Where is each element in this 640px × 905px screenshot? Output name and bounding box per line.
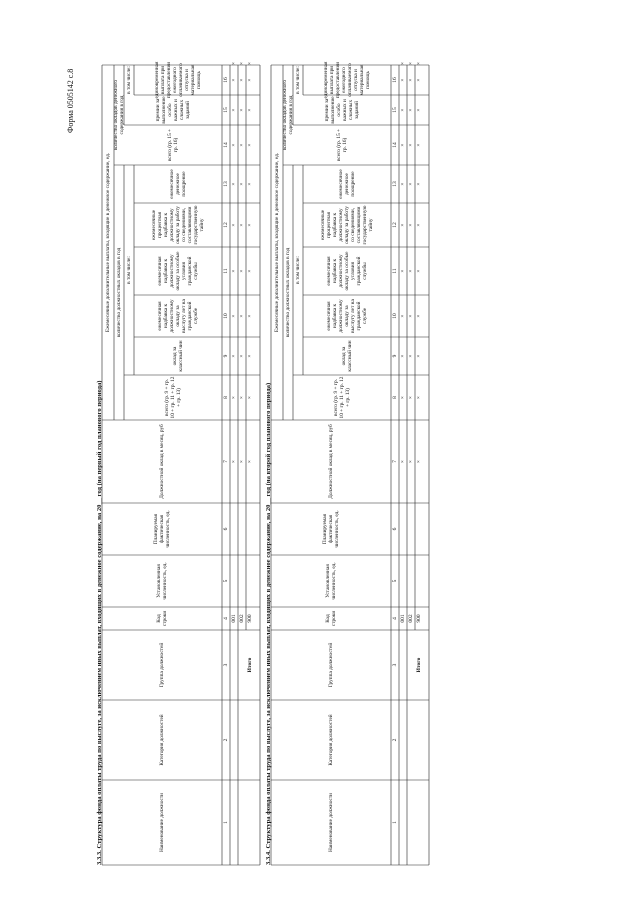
header-salary: Должностной оклад в месяц, руб xyxy=(327,424,334,499)
header-col9: оклад за классный чин xyxy=(340,340,353,372)
not-applicable-mark: × xyxy=(408,108,414,112)
total-label: Итого xyxy=(416,657,422,673)
not-applicable-mark: × xyxy=(239,182,245,186)
not-applicable-mark: × xyxy=(247,108,253,112)
header-col13: ежемесячное денежное поощрение xyxy=(337,169,357,199)
header-in-that-number-2: в том числе: xyxy=(294,66,301,94)
not-applicable-mark: × xyxy=(416,354,422,358)
header-group-main: Ежемесячные дополнительные выплаты, входящие в денежное содержание, ед. xyxy=(273,152,280,333)
column-number: 11 xyxy=(223,268,229,274)
column-number: 5 xyxy=(223,579,229,583)
header-in-that-number-1: в том числе: xyxy=(125,256,132,284)
not-applicable-mark: × xyxy=(247,182,253,186)
header-in-that-number-2: в том числе: xyxy=(125,66,132,94)
header-col8-total: всего (гр. 9 + гр. 10 + гр. 11 + гр. 12 + гр. 13) xyxy=(163,376,183,419)
not-applicable-mark: × xyxy=(408,61,414,65)
row-code: 900 xyxy=(416,614,422,623)
column-number: 2 xyxy=(392,738,398,742)
not-applicable-mark: × xyxy=(239,269,245,273)
column-number: 1 xyxy=(392,821,398,824)
column-number: 11 xyxy=(392,268,398,274)
not-applicable-mark: × xyxy=(408,395,414,400)
header-col14-total: всего (гр. 15 + гр. 16) xyxy=(335,128,348,162)
not-applicable-mark: × xyxy=(400,61,406,65)
column-number: 8 xyxy=(392,396,398,399)
not-applicable-mark: × xyxy=(231,182,237,186)
header-col12: ежемесячные процентная надбавка к должностному окладу за работу со сведениями, составляющими государственную тайну xyxy=(319,205,375,245)
not-applicable-mark: × xyxy=(416,182,422,186)
header-established-count: Установленная численность, ед. xyxy=(155,562,168,600)
column-number: 15 xyxy=(223,107,229,113)
not-applicable-mark: × xyxy=(247,78,253,82)
header-group-main: Ежемесячные дополнительные выплаты, входящие в денежное содержание, ед. xyxy=(104,152,111,333)
not-applicable-mark: × xyxy=(400,182,406,186)
header-col8-total: всего (гр. 9 + гр. 10 + гр. 11 + гр. 12 + гр. 13) xyxy=(332,376,352,419)
header-planned-count: Планируемая фактическая численность, ед. xyxy=(152,510,172,548)
column-number: 7 xyxy=(223,460,229,463)
not-applicable-mark: × xyxy=(400,143,406,147)
not-applicable-mark: × xyxy=(247,269,253,273)
not-applicable-mark: × xyxy=(416,143,422,147)
header-group-sub2: количество окладов денежного содержания в год xyxy=(281,79,294,151)
header-position-name: Наименование должности xyxy=(327,792,334,853)
not-applicable-mark: × xyxy=(408,459,414,464)
header-col16: единовременная выплата при предоставлении ежегодного оплачиваемого отпуска и материальная помощь xyxy=(153,61,203,99)
not-applicable-mark: × xyxy=(416,459,422,464)
column-number: 3 xyxy=(223,663,229,667)
header-in-that-number-1: в том числе: xyxy=(294,256,301,284)
column-number: 9 xyxy=(223,354,229,358)
not-applicable-mark: × xyxy=(239,314,245,318)
row-code: 002 xyxy=(239,614,245,623)
not-applicable-mark: × xyxy=(408,78,414,82)
header-group-sub1: количество должностных окладов в год xyxy=(284,247,291,338)
header-col12: ежемесячные процентная надбавка к должностному окладу за работу со сведениями, составляющими государственную тайну xyxy=(150,205,206,245)
column-number: 1 xyxy=(223,821,229,824)
header-row-code: Код строки xyxy=(324,610,337,627)
header-group-sub2: количество окладов денежного содержания в год xyxy=(112,79,125,151)
header-col13: ежемесячное денежное поощрение xyxy=(168,169,188,199)
column-number: 3 xyxy=(392,663,398,667)
not-applicable-mark: × xyxy=(416,61,422,65)
header-position-category: Категория должностей xyxy=(327,714,334,766)
table-2-title: 3.3.4. Структура фонда оплаты труда по выслуге, за исключением иных выплат, входящих в денежное содержание, на 20__ год (на второй год планового периода) xyxy=(265,382,272,865)
header-col16: единовременная выплата при предоставлении ежегодного оплачиваемого отпуска и материальная помощь xyxy=(322,61,372,99)
header-row-code: Код строки xyxy=(155,610,168,627)
column-number: 13 xyxy=(223,181,229,187)
not-applicable-mark: × xyxy=(231,223,237,227)
not-applicable-mark: × xyxy=(408,314,414,318)
not-applicable-mark: × xyxy=(416,78,422,82)
not-applicable-mark: × xyxy=(239,143,245,147)
column-number: 10 xyxy=(392,313,398,319)
header-col10: ежемесячная надбавка к должностному окладу за выслугу лет на гражданской службе xyxy=(325,299,369,333)
not-applicable-mark: × xyxy=(408,223,414,227)
not-applicable-mark: × xyxy=(400,78,406,82)
not-applicable-mark: × xyxy=(239,108,245,112)
column-number: 6 xyxy=(223,527,229,531)
not-applicable-mark: × xyxy=(408,354,414,358)
total-label: Итого xyxy=(247,657,253,673)
not-applicable-mark: × xyxy=(239,459,245,464)
column-number: 12 xyxy=(223,222,229,228)
column-number: 6 xyxy=(392,527,398,531)
column-number: 8 xyxy=(223,396,229,399)
not-applicable-mark: × xyxy=(231,269,237,273)
row-code: 900 xyxy=(247,614,253,623)
header-planned-count: Планируемая фактическая численность, ед. xyxy=(321,510,341,548)
header-col14-total: всего (гр. 15 + гр. 16) xyxy=(166,128,179,162)
not-applicable-mark: × xyxy=(247,223,253,227)
column-number: 12 xyxy=(392,222,398,228)
header-col10: ежемесячная надбавка к должностному окладу за выслугу лет на гражданской службе xyxy=(156,299,200,333)
not-applicable-mark: × xyxy=(408,269,414,273)
not-applicable-mark: × xyxy=(408,182,414,186)
not-applicable-mark: × xyxy=(239,61,245,65)
not-applicable-mark: × xyxy=(247,61,253,65)
column-number: 14 xyxy=(392,142,398,148)
not-applicable-mark: × xyxy=(400,269,406,273)
not-applicable-mark: × xyxy=(247,354,253,358)
not-applicable-mark: × xyxy=(400,223,406,227)
not-applicable-mark: × xyxy=(231,143,237,147)
not-applicable-mark: × xyxy=(416,395,422,400)
not-applicable-mark: × xyxy=(416,223,422,227)
not-applicable-mark: × xyxy=(400,459,406,464)
column-number: 5 xyxy=(392,579,398,583)
not-applicable-mark: × xyxy=(416,314,422,318)
column-number: 9 xyxy=(392,354,398,358)
not-applicable-mark: × xyxy=(400,395,406,400)
header-position-group: Группа должностей xyxy=(327,642,334,688)
not-applicable-mark: × xyxy=(416,108,422,112)
column-number: 4 xyxy=(223,617,229,620)
not-applicable-mark: × xyxy=(416,269,422,273)
header-position-group: Группа должностей xyxy=(158,642,165,688)
header-position-category: Категория должностей xyxy=(158,714,165,766)
column-number: 14 xyxy=(223,142,229,148)
not-applicable-mark: × xyxy=(247,143,253,147)
not-applicable-mark: × xyxy=(239,395,245,400)
not-applicable-mark: × xyxy=(231,61,237,65)
not-applicable-mark: × xyxy=(400,314,406,318)
table-1-title: 3.3.3. Структура фонда оплаты труда по выслуге, за исключением иных выплат, входящих в денежное содержание, на 20__ год (на первый год планового периода) xyxy=(96,380,103,865)
header-position-name: Наименование должности xyxy=(158,792,165,853)
header-salary: Должностной оклад в месяц, руб xyxy=(158,424,165,499)
not-applicable-mark: × xyxy=(231,108,237,112)
header-col15: премии за выполнение особо важных и сложных заданий xyxy=(323,96,361,124)
not-applicable-mark: × xyxy=(231,395,237,400)
column-number: 16 xyxy=(223,77,229,83)
not-applicable-mark: × xyxy=(247,314,253,318)
form-code: Форма 0505142 с.8 xyxy=(66,68,75,133)
not-applicable-mark: × xyxy=(231,354,237,358)
row-code: 001 xyxy=(400,614,406,623)
column-number: 4 xyxy=(392,617,398,620)
column-number: 10 xyxy=(223,313,229,319)
column-number: 2 xyxy=(223,738,229,742)
header-col11: ежемесячная надбавка к должностному окладу за особые условия гражданской службы xyxy=(325,251,369,291)
row-code: 002 xyxy=(408,614,414,623)
not-applicable-mark: × xyxy=(408,143,414,147)
column-number: 15 xyxy=(392,107,398,113)
column-number: 7 xyxy=(392,460,398,463)
header-col11: ежемесячная надбавка к должностному окладу за особые условия гражданской службы xyxy=(156,251,200,291)
column-number: 16 xyxy=(392,77,398,83)
not-applicable-mark: × xyxy=(231,459,237,464)
not-applicable-mark: × xyxy=(231,78,237,82)
not-applicable-mark: × xyxy=(247,395,253,400)
header-established-count: Установленная численность, ед. xyxy=(324,562,337,600)
header-col9: оклад за классный чин xyxy=(171,340,184,372)
not-applicable-mark: × xyxy=(400,354,406,358)
row-code: 001 xyxy=(231,614,237,623)
not-applicable-mark: × xyxy=(239,354,245,358)
header-col15: премии за выполнение особо важных и сложных заданий xyxy=(154,96,192,124)
not-applicable-mark: × xyxy=(239,78,245,82)
not-applicable-mark: × xyxy=(231,314,237,318)
not-applicable-mark: × xyxy=(239,223,245,227)
not-applicable-mark: × xyxy=(400,108,406,112)
table-2 xyxy=(271,61,429,865)
not-applicable-mark: × xyxy=(247,459,253,464)
table-1 xyxy=(102,61,260,865)
header-group-sub1: количество должностных окладов в год xyxy=(115,247,122,338)
column-number: 13 xyxy=(392,181,398,187)
